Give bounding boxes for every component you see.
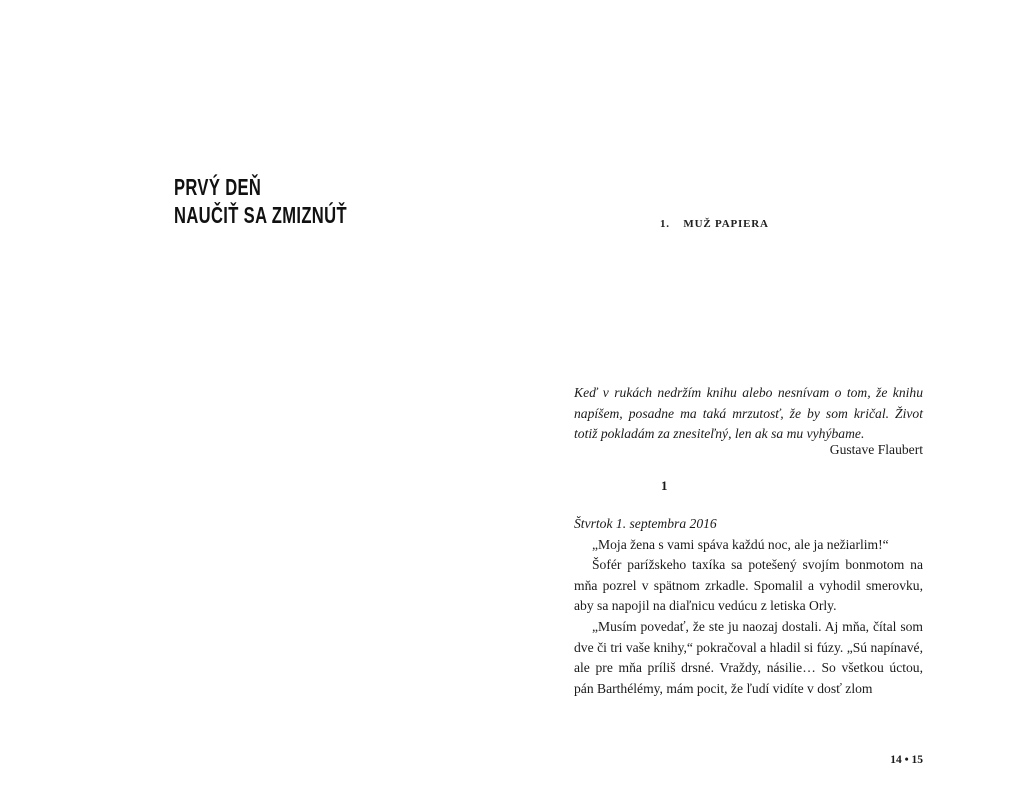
- dateline: Štvrtok 1. septembra 2016: [574, 516, 717, 531]
- chapter-heading: [660, 218, 769, 230]
- part-title-line-2: NAUČIŤ SA ZMIZNÚŤ: [174, 202, 347, 228]
- part-title: [174, 173, 347, 229]
- chapter-title: MUŽ PAPIERA: [683, 218, 769, 230]
- paragraph: „Musím povedať, že ste ju naozaj dostali. Aj mňa, čítal som dve či tri vaše knihy,“ pokračoval a hladil si fúzy. „Sú napínavé, ale pre mňa príliš drsné. Vraždy, násilie… So všetkou úctou, pán Barthélémy, mám pocit, že ľudí vidíte v dosť zlom: [574, 618, 923, 696]
- paragraph: Šofér parížskeho taxíka sa potešený svojím bonmotom na mňa pozrel v spätnom zrkadle. Spomalil a vyhodil smerovku, aby sa napojil na diaľnicu vedúcu z letiska Orly.: [574, 557, 923, 614]
- chapter-number: 1.: [660, 218, 670, 230]
- epigraph: Keď v rukách nedržím knihu alebo nesnívam o tom, že knihu napíšem, posadne ma taká mrzutosť, že by som kričal. Život totiž pokladám za znesiteľný, len ak sa mu vyhýbame.: [574, 385, 923, 441]
- page-numbers: 14 • 15: [890, 754, 923, 766]
- section-number: 1: [661, 478, 668, 493]
- body-text: [574, 514, 923, 699]
- epigraph-author: Gustave Flaubert: [829, 442, 923, 457]
- paragraph: „Moja žena s vami spáva každú noc, ale ja nežiarlim!“: [592, 536, 889, 552]
- part-title-line-1: PRVÝ DEŇ: [174, 174, 262, 200]
